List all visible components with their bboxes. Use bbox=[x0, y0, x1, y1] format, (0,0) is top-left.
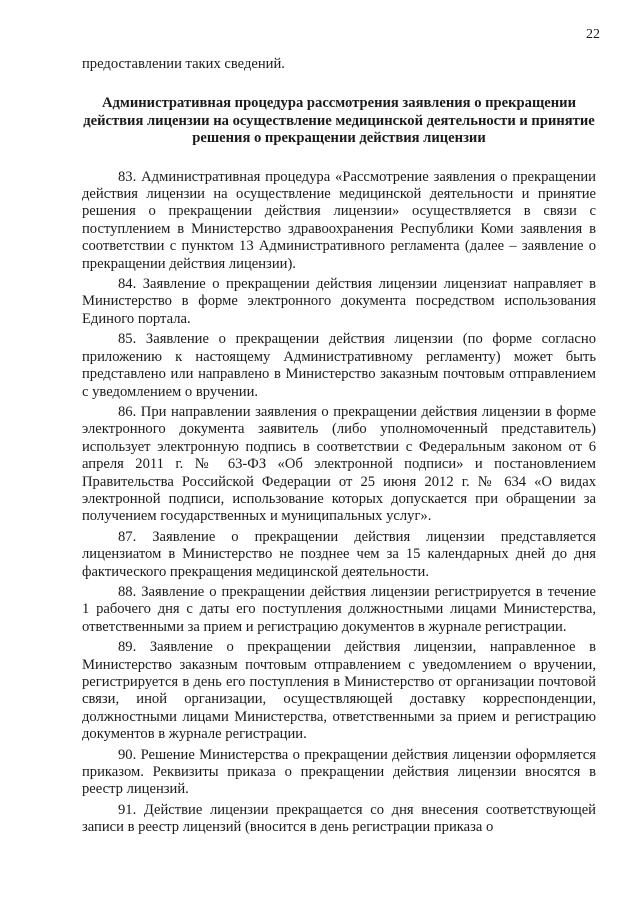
paragraph-85: 85. Заявление о прекращении действия лицензии (по форме согласно приложению к настоящему Административному регламенту) может быть представлено или направлено в Министерство заказным почтовым отправлением с уведомлением о вручении. bbox=[82, 331, 596, 400]
paragraph-87: 87. Заявление о прекращении действия лицензии представляется лицензиатом в Министерство не позднее чем за 15 календарных дней до дня фактического прекращения медицинской деятельности. bbox=[82, 528, 596, 580]
paragraph-88: 88. Заявление о прекращении действия лицензии регистрируется в течение 1 рабочего дня с даты его поступления должностными лицами Министерства, ответственными за прием и регистрацию документов в журнале регистрации. bbox=[82, 583, 596, 635]
paragraph-91: 91. Действие лицензии прекращается со дня внесения соответствующей записи в реестр лицензий (вносится в день регистрации приказа о bbox=[82, 801, 596, 836]
paragraph-84: 84. Заявление о прекращении действия лицензии лицензиат направляет в Министерство в форме электронного документа посредством использования Единого портала. bbox=[82, 276, 596, 327]
document-body bbox=[82, 56, 596, 840]
paragraph-83: 83. Административная процедура «Рассмотрение заявления о прекращении действия лицензии на осуществление медицинской деятельности и принятие решения о прекращении действия лицензии» осуществляется в связи с поступлением в Министерство здравоохранения Республики Коми заявления в соответствии с пунктом 13 Административного регламента (далее – заявление о прекращении действия лицензии). bbox=[82, 168, 596, 272]
paragraph-89: 89. Заявление о прекращении действия лицензии, направленное в Министерство заказным почтовым отправлением с уведомлением о вручении, регистрируется в день его поступления в Министерство от организации почтовой связи, иной организации, осуществляющей доставку корреспонденции, должностными лицами Министерства, ответственными за прием и регистрацию документов в журнале регистрации. bbox=[82, 639, 596, 743]
section-heading: Административная процедура рассмотрения заявления о прекращении действия лицензии на осуществление медицинской деятельности и принятие решения о прекращении действия лицензии bbox=[83, 95, 595, 147]
lead-text: предоставлении таких сведений. bbox=[82, 56, 285, 72]
paragraph-86: 86. При направлении заявления о прекращении действия лицензии в форме электронного документа заявитель (либо уполномоченный представитель) использует электронную подпись в соответствии с Федеральным законом от 6 апреля 2011 г. № 63-ФЗ «Об электронной подписи» и постановлением Правительства Российской Федерации от 25 июня 2012 г. № 634 «О видах электронной подписи, использование которых допускается при обращении за получением государственных и муниципальных услуг». bbox=[82, 403, 596, 525]
paragraph-90: 90. Решение Министерства о прекращении действия лицензии оформляется приказом. Реквизиты приказа о прекращении действия лицензии вносятся в реестр лицензий. bbox=[82, 746, 596, 798]
page-number: 22 bbox=[586, 27, 600, 42]
